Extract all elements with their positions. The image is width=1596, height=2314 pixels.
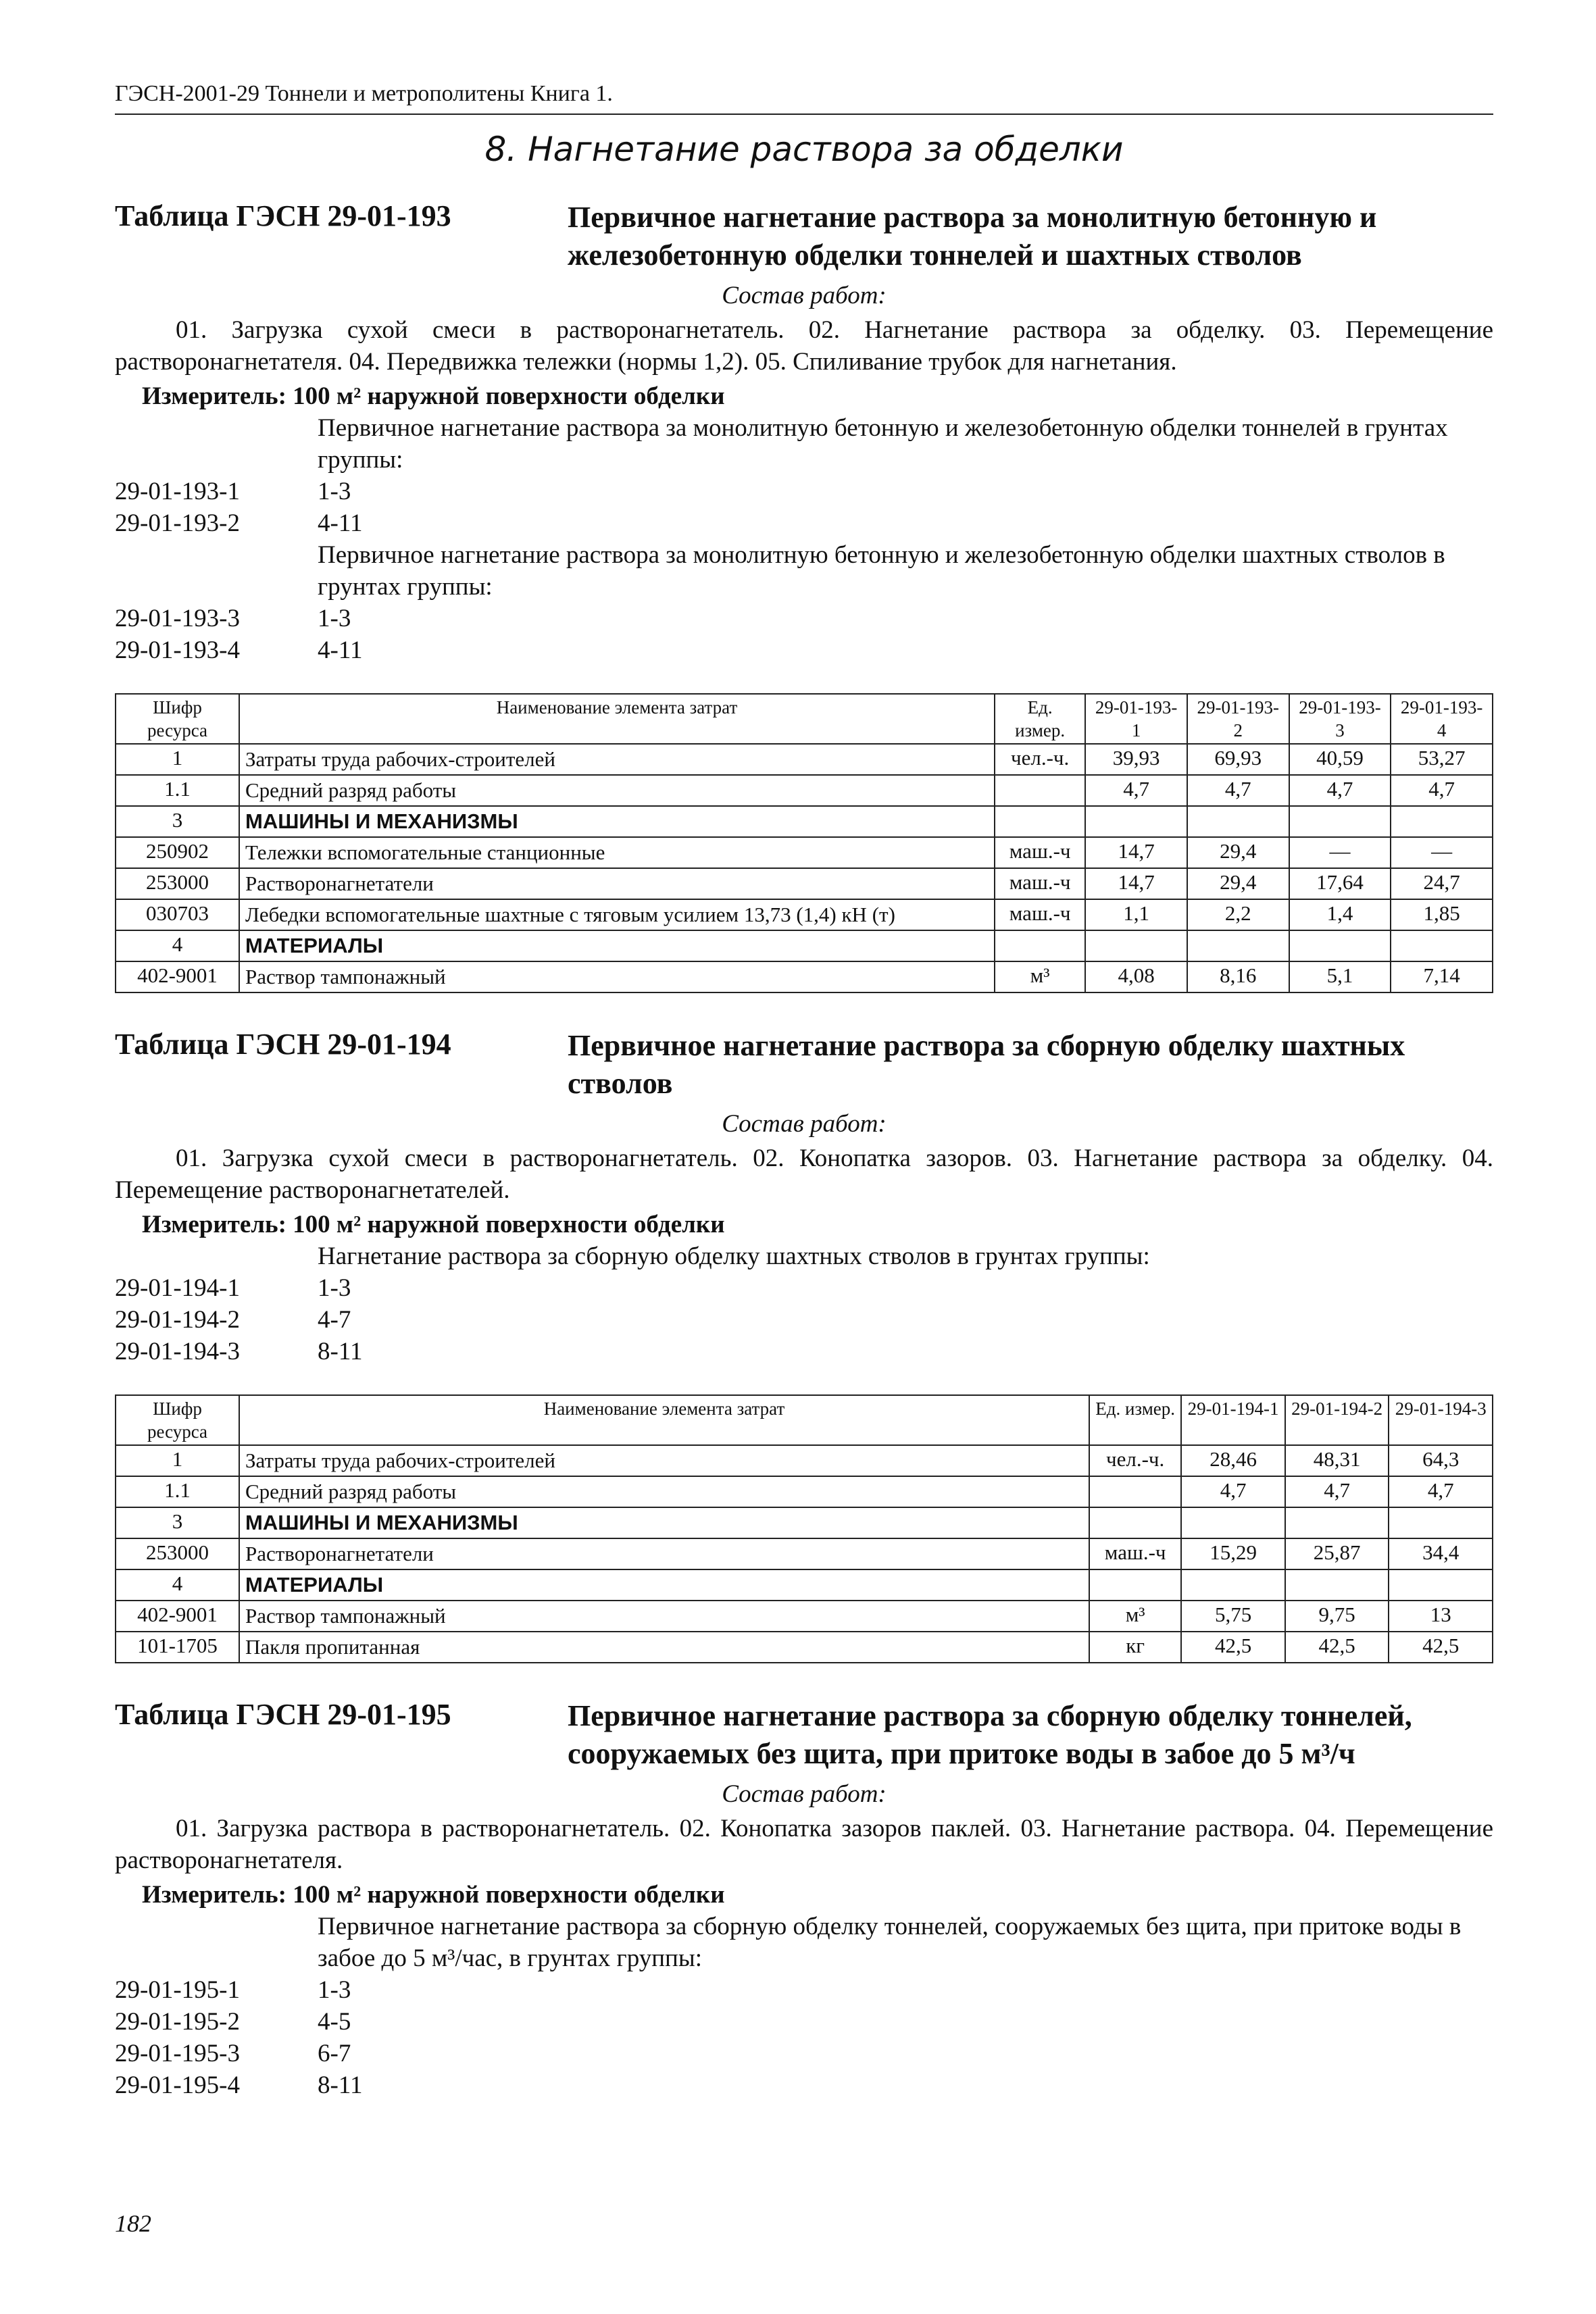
document-page xyxy=(115,81,1493,2101)
norm-value: 53,27 xyxy=(1391,744,1493,775)
norm-block-193 xyxy=(115,199,1493,993)
table-row xyxy=(116,1507,1493,1538)
norm-value xyxy=(1085,930,1187,961)
resource-name: МАТЕРИАЛЫ xyxy=(239,1569,1089,1601)
resource-unit: чел.-ч. xyxy=(995,744,1085,775)
norm-value: 14,7 xyxy=(1085,868,1187,899)
norm-value: 29,4 xyxy=(1187,868,1289,899)
norm-value: 15,29 xyxy=(1181,1538,1285,1569)
norm-value: 17,64 xyxy=(1289,868,1391,899)
column-header: Шифр ресурса xyxy=(116,694,239,744)
group-description: Первичное нагнетание раствора за монолитную бетонную и железобетонную обделки шахтных стволов в грунтах группы: xyxy=(318,541,1445,601)
norm-code: 29-01-195-1 xyxy=(115,1976,240,2004)
resource-name: Растворонагнетатели xyxy=(239,1538,1089,1569)
resource-name: Средний разряд работы xyxy=(239,775,995,806)
norm-value xyxy=(1181,1507,1285,1538)
resource-unit: м³ xyxy=(1089,1601,1181,1632)
page-number: 182 xyxy=(115,2210,151,2237)
resource-code: 1.1 xyxy=(116,1476,239,1507)
column-header: Ед. измер. xyxy=(1089,1395,1181,1445)
resource-unit xyxy=(1089,1569,1181,1601)
resource-code: 250902 xyxy=(116,837,239,868)
column-header: 29-01-193-2 xyxy=(1187,694,1289,744)
column-header: 29-01-194-3 xyxy=(1389,1395,1493,1445)
norm-value xyxy=(1181,1569,1285,1601)
works-label: Состав работ: xyxy=(722,1780,887,1808)
norm-value xyxy=(1289,930,1391,961)
table-row xyxy=(116,744,1493,775)
table-row xyxy=(116,930,1493,961)
resource-name: Раствор тампонажный xyxy=(239,1601,1089,1632)
norm-value: 2,2 xyxy=(1187,899,1289,930)
norm-code: 29-01-193-2 xyxy=(115,509,240,537)
resource-unit: маш.-ч xyxy=(995,837,1085,868)
norm-value: 48,31 xyxy=(1285,1445,1389,1476)
resource-name: Пакля пропитанная xyxy=(239,1632,1089,1663)
table-title: Первичное нагнетание раствора за сборную обделку шахтных стволов xyxy=(568,1029,1405,1100)
resource-unit xyxy=(995,775,1085,806)
norm-code: 29-01-194-3 xyxy=(115,1338,240,1365)
norm-value xyxy=(1391,930,1493,961)
norm-value: 4,7 xyxy=(1181,1476,1285,1507)
column-header: Наименование элемента затрат xyxy=(239,1395,1089,1445)
norm-value: 8,16 xyxy=(1187,961,1289,992)
resource-code: 253000 xyxy=(116,868,239,899)
works-list: 01. Загрузка сухой смеси в растворонагнетатель. 02. Конопатка зазоров. 03. Нагнетание раствора за обделку. 04. Перемещение растворонагнетателей. xyxy=(115,1145,1493,1204)
norm-value: 4,7 xyxy=(1285,1476,1389,1507)
soil-range: 6-7 xyxy=(318,2040,351,2067)
table-number: Таблица ГЭСН 29-01-194 xyxy=(115,1028,451,1061)
works-list: 01. Загрузка раствора в растворонагнетатель. 02. Конопатка зазоров паклей. 03. Нагнетание раствора. 04. Перемещение растворонагнетателя. xyxy=(115,1815,1493,1874)
column-header: 29-01-193-4 xyxy=(1391,694,1493,744)
soil-range: 4-5 xyxy=(318,2008,351,2036)
norm-value xyxy=(1187,930,1289,961)
measure-unit: Измеритель: 100 м² наружной поверхности обделки xyxy=(142,382,725,410)
group-description: Нагнетание раствора за сборную обделку шахтных стволов в грунтах группы: xyxy=(318,1242,1150,1270)
norm-code: 29-01-195-3 xyxy=(115,2040,240,2067)
norm-value: 29,4 xyxy=(1187,837,1289,868)
resource-name: Раствор тампонажный xyxy=(239,961,995,992)
resource-name: Средний разряд работы xyxy=(239,1476,1089,1507)
table-row xyxy=(116,1601,1493,1632)
column-header: Шифр ресурса xyxy=(116,1395,239,1445)
resource-name: МАТЕРИАЛЫ xyxy=(239,930,995,961)
norm-value: 4,7 xyxy=(1289,775,1391,806)
norm-value xyxy=(1187,806,1289,837)
running-header: ГЭСН-2001-29 Тоннели и метрополитены Книга 1. xyxy=(115,81,1493,115)
soil-range: 8-11 xyxy=(318,2071,363,2099)
resource-table xyxy=(115,1394,1493,1663)
norm-code: 29-01-195-2 xyxy=(115,2008,240,2036)
resource-name: МАШИНЫ И МЕХАНИЗМЫ xyxy=(239,1507,1089,1538)
resource-code: 3 xyxy=(116,806,239,837)
table-row xyxy=(116,837,1493,868)
resource-name: Тележки вспомогательные станционные xyxy=(239,837,995,868)
table-title: Первичное нагнетание раствора за монолитную бетонную и железобетонную обделки тоннелей и шахтных стволов xyxy=(568,201,1377,272)
table-number: Таблица ГЭСН 29-01-195 xyxy=(115,1698,451,1731)
resource-code: 030703 xyxy=(116,899,239,930)
resource-unit xyxy=(1089,1476,1181,1507)
norm-value: 25,87 xyxy=(1285,1538,1389,1569)
norm-value xyxy=(1285,1569,1389,1601)
norm-value: 13 xyxy=(1389,1601,1493,1632)
column-header: 29-01-193-1 xyxy=(1085,694,1187,744)
soil-range: 1-3 xyxy=(318,605,351,632)
resource-code: 402-9001 xyxy=(116,1601,239,1632)
norm-value xyxy=(1389,1507,1493,1538)
resource-table xyxy=(115,693,1493,993)
norm-code: 29-01-194-1 xyxy=(115,1274,240,1302)
norm-value xyxy=(1289,806,1391,837)
norm-code: 29-01-195-4 xyxy=(115,2071,240,2099)
norm-value: 14,7 xyxy=(1085,837,1187,868)
norm-value: 1,85 xyxy=(1391,899,1493,930)
norm-value: 1,4 xyxy=(1289,899,1391,930)
table-row xyxy=(116,1538,1493,1569)
section-title: 8. Нагнетание раствора за обделки xyxy=(484,130,1124,169)
norm-block-194 xyxy=(115,1027,1493,1663)
norm-code: 29-01-193-3 xyxy=(115,605,240,632)
resource-name: Затраты труда рабочих-строителей xyxy=(239,744,995,775)
group-description: Первичное нагнетание раствора за сборную обделку тоннелей, сооружаемых без щита, при притоке воды в забое до 5 м³/час, в грунтах группы: xyxy=(318,1913,1462,1972)
resource-unit: кг xyxy=(1089,1632,1181,1663)
norm-value: 4,7 xyxy=(1085,775,1187,806)
column-header: Ед. измер. xyxy=(995,694,1085,744)
group-description: Первичное нагнетание раствора за монолитную бетонную и железобетонную обделки тоннелей в грунтах группы: xyxy=(318,414,1448,474)
resource-code: 1 xyxy=(116,744,239,775)
norm-value xyxy=(1389,1569,1493,1601)
norm-value: 4,08 xyxy=(1085,961,1187,992)
resource-unit: м³ xyxy=(995,961,1085,992)
norm-block-195 xyxy=(115,1697,1493,2101)
norm-value: 69,93 xyxy=(1187,744,1289,775)
column-header: Наименование элемента затрат xyxy=(239,694,995,744)
norm-value: 1,1 xyxy=(1085,899,1187,930)
table-row xyxy=(116,1569,1493,1601)
soil-range: 1-3 xyxy=(318,1976,351,2004)
works-label: Состав работ: xyxy=(722,1110,887,1138)
resource-code: 3 xyxy=(116,1507,239,1538)
norm-value xyxy=(1085,806,1187,837)
resource-unit: маш.-ч xyxy=(1089,1538,1181,1569)
table-row xyxy=(116,1445,1493,1476)
column-header: 29-01-194-1 xyxy=(1181,1395,1285,1445)
norm-value: 5,1 xyxy=(1289,961,1391,992)
norm-value: 39,93 xyxy=(1085,744,1187,775)
resource-unit: маш.-ч xyxy=(995,868,1085,899)
resource-code: 402-9001 xyxy=(116,961,239,992)
norm-value: 4,7 xyxy=(1187,775,1289,806)
norm-value: 7,14 xyxy=(1391,961,1493,992)
soil-range: 4-11 xyxy=(318,636,363,664)
norm-value: — xyxy=(1391,837,1493,868)
soil-range: 4-11 xyxy=(318,509,363,537)
measure-unit: Измеритель: 100 м² наружной поверхности обделки xyxy=(142,1211,725,1238)
soil-range: 1-3 xyxy=(318,478,351,505)
measure-unit: Измеритель: 100 м² наружной поверхности обделки xyxy=(142,1881,725,1909)
resource-name: МАШИНЫ И МЕХАНИЗМЫ xyxy=(239,806,995,837)
table-row xyxy=(116,806,1493,837)
norm-value: 34,4 xyxy=(1389,1538,1493,1569)
works-list: 01. Загрузка сухой смеси в растворонагнетатель. 02. Нагнетание раствора за обделку. 03. Перемещение растворонагнетателя. 04. Передвижка тележки (нормы 1,2). 05. Спиливание трубок для нагнетания. xyxy=(115,316,1493,376)
norm-value: 24,7 xyxy=(1391,868,1493,899)
norm-value: 9,75 xyxy=(1285,1601,1389,1632)
resource-unit xyxy=(995,930,1085,961)
resource-name: Затраты труда рабочих-строителей xyxy=(239,1445,1089,1476)
soil-range: 4-7 xyxy=(318,1306,351,1334)
column-header: 29-01-194-2 xyxy=(1285,1395,1389,1445)
norm-value: — xyxy=(1289,837,1391,868)
resource-unit xyxy=(1089,1507,1181,1538)
resource-code: 4 xyxy=(116,930,239,961)
soil-range: 8-11 xyxy=(318,1338,363,1365)
table-row xyxy=(116,961,1493,992)
resource-name: Растворонагнетатели xyxy=(239,868,995,899)
table-row xyxy=(116,868,1493,899)
resource-code: 253000 xyxy=(116,1538,239,1569)
norm-value: 5,75 xyxy=(1181,1601,1285,1632)
norm-code: 29-01-193-1 xyxy=(115,478,240,505)
resource-code: 1 xyxy=(116,1445,239,1476)
norm-value: 42,5 xyxy=(1389,1632,1493,1663)
norm-value xyxy=(1391,806,1493,837)
norm-value: 4,7 xyxy=(1389,1476,1493,1507)
table-header-row xyxy=(116,694,1493,744)
table-title: Первичное нагнетание раствора за сборную обделку тоннелей, сооружаемых без щита, при притоке воды в забое до 5 м³/ч xyxy=(568,1699,1412,1770)
resource-unit: чел.-ч. xyxy=(1089,1445,1181,1476)
resource-code: 101-1705 xyxy=(116,1632,239,1663)
norm-value: 28,46 xyxy=(1181,1445,1285,1476)
table-row xyxy=(116,1632,1493,1663)
resource-unit xyxy=(995,806,1085,837)
norm-value: 64,3 xyxy=(1389,1445,1493,1476)
norm-code: 29-01-194-2 xyxy=(115,1306,240,1334)
norm-value: 40,59 xyxy=(1289,744,1391,775)
resource-code: 4 xyxy=(116,1569,239,1601)
norm-value: 4,7 xyxy=(1391,775,1493,806)
resource-unit: маш.-ч xyxy=(995,899,1085,930)
norm-value xyxy=(1285,1507,1389,1538)
table-header-row xyxy=(116,1395,1493,1445)
works-label: Состав работ: xyxy=(722,282,887,309)
norm-code: 29-01-193-4 xyxy=(115,636,240,664)
soil-range: 1-3 xyxy=(318,1274,351,1302)
table-row xyxy=(116,899,1493,930)
norm-value: 42,5 xyxy=(1181,1632,1285,1663)
resource-code: 1.1 xyxy=(116,775,239,806)
column-header: 29-01-193-3 xyxy=(1289,694,1391,744)
table-row xyxy=(116,775,1493,806)
table-number: Таблица ГЭСН 29-01-193 xyxy=(115,199,451,232)
table-row xyxy=(116,1476,1493,1507)
resource-name: Лебедки вспомогательные шахтные с тяговым усилием 13,73 (1,4) кН (т) xyxy=(239,899,995,930)
norm-value: 42,5 xyxy=(1285,1632,1389,1663)
